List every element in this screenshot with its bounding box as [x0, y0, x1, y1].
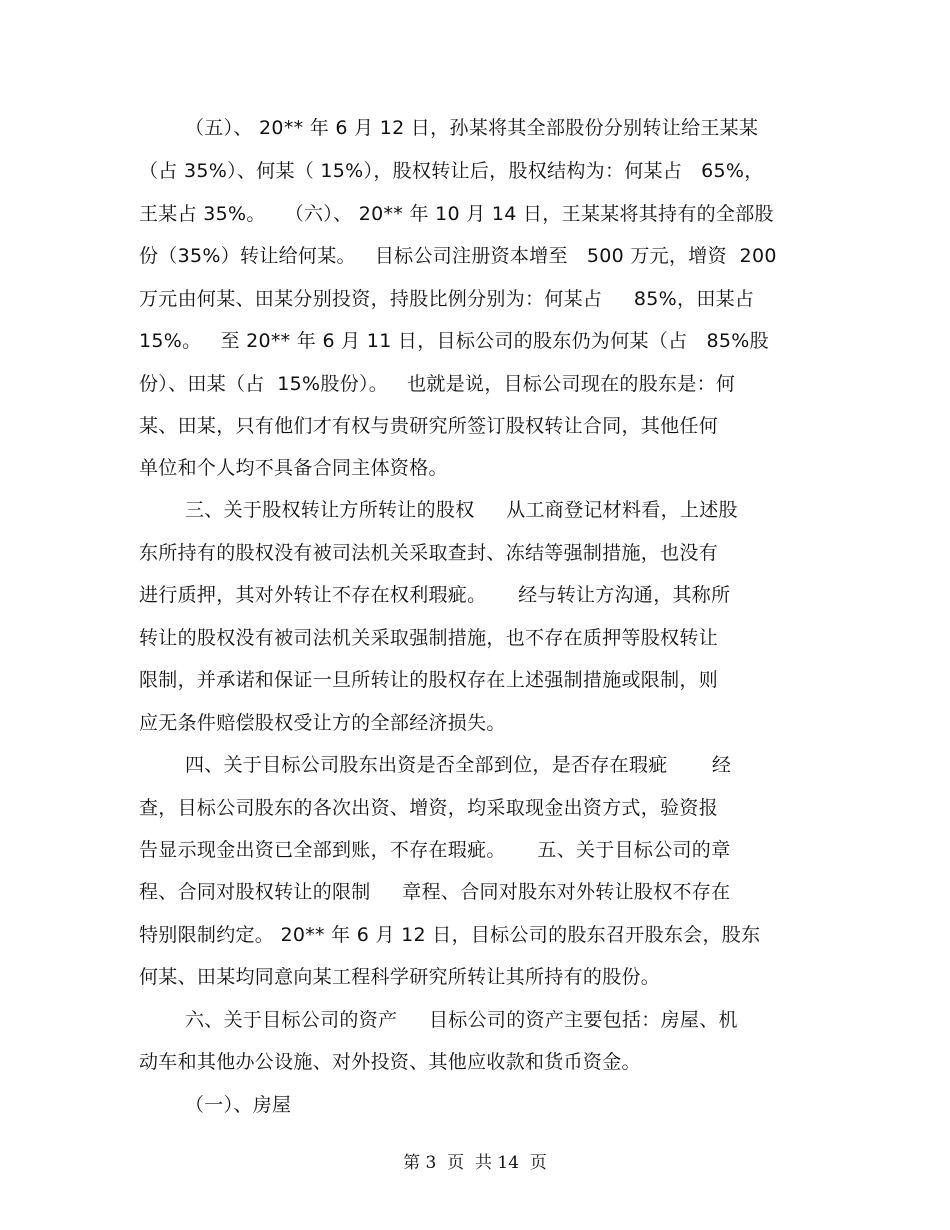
body-text-line: 何某、田某均同意向某工程科学研究所转让其所持有的股份。	[139, 966, 661, 988]
body-text-line: 东所持有的股权没有被司法机关采取查封、冻结等强制措施，也没有	[139, 542, 719, 564]
body-text-line: 程、合同对股权转让的限制 章程、合同对股东对外转让股权不存在	[139, 881, 731, 903]
body-text-line: 动车和其他办公设施、对外投资、其他应收款和货币资金。	[139, 1051, 641, 1073]
body-text-line: （五）、 20** 年 6 月 12 日，孙某将其全部股份分别转让给王某某	[185, 117, 759, 139]
body-text-line: 进行质押，其对外转让不存在权利瑕疵。 经与转让方沟通，其称所	[139, 584, 731, 606]
section-heading-line: 六、关于目标公司的资产 目标公司的资产主要包括：房屋、机	[185, 1009, 738, 1031]
body-text-line: 王某占 35%。 （六）、 20** 年 10 月 14 日，王某某将其持有的全部股	[139, 203, 774, 225]
section-heading-line: 四、关于目标公司股东出资是否全部到位，是否存在瑕疵 经	[185, 754, 732, 776]
body-text-line: 份（35%）转让给何某。 目标公司注册资本增至 500 万元，增资 200	[139, 245, 777, 267]
subsection-heading-line: （一）、房屋	[185, 1094, 292, 1116]
body-text-line: 份）、田某（占 15%股份）。 也就是说，目标公司现在的股东是：何	[139, 373, 736, 395]
body-text-line: 某、田某，只有他们才有权与贵研究所签订股权转让合同，其他任何	[139, 415, 719, 437]
body-text-line: 转让的股权没有被司法机关采取强制措施，也不存在质押等股权转让	[139, 627, 719, 649]
body-text-line: 单位和个人均不具备合同主体资格。	[139, 457, 448, 479]
body-text-line: 告显示现金出资已全部到账，不存在瑕疵。 五、关于目标公司的章	[139, 839, 731, 861]
body-text-line: 应无条件赔偿股权受让方的全部经济损失。	[139, 712, 506, 734]
body-text-line: 15%。 至 20** 年 6 月 11 日，目标公司的股东仍为何某（占 85%股	[139, 330, 769, 352]
body-text-line: 查，目标公司股东的各次出资、增资，均采取现金出资方式，验资报	[139, 797, 719, 819]
page-number-footer: 第 3 页 共 14 页	[403, 1153, 547, 1173]
body-text-line: 特别限制约定。 20** 年 6 月 12 日，目标公司的股东召开股东会，股东	[139, 924, 761, 946]
body-text-line: 限制，并承诺和保证一旦所转让的股权存在上述强制措施或限制，则	[139, 669, 719, 691]
body-text-line: （占 35%）、何某（ 15%），股权转让后，股权结构为：何某占 65%，	[139, 160, 764, 182]
section-heading-line: 三、关于股权转让方所转让的股权 从工商登记材料看，上述股	[185, 499, 738, 521]
body-text-line: 万元由何某、田某分别投资，持股比例分别为：何某占 85%，田某占	[139, 288, 755, 310]
